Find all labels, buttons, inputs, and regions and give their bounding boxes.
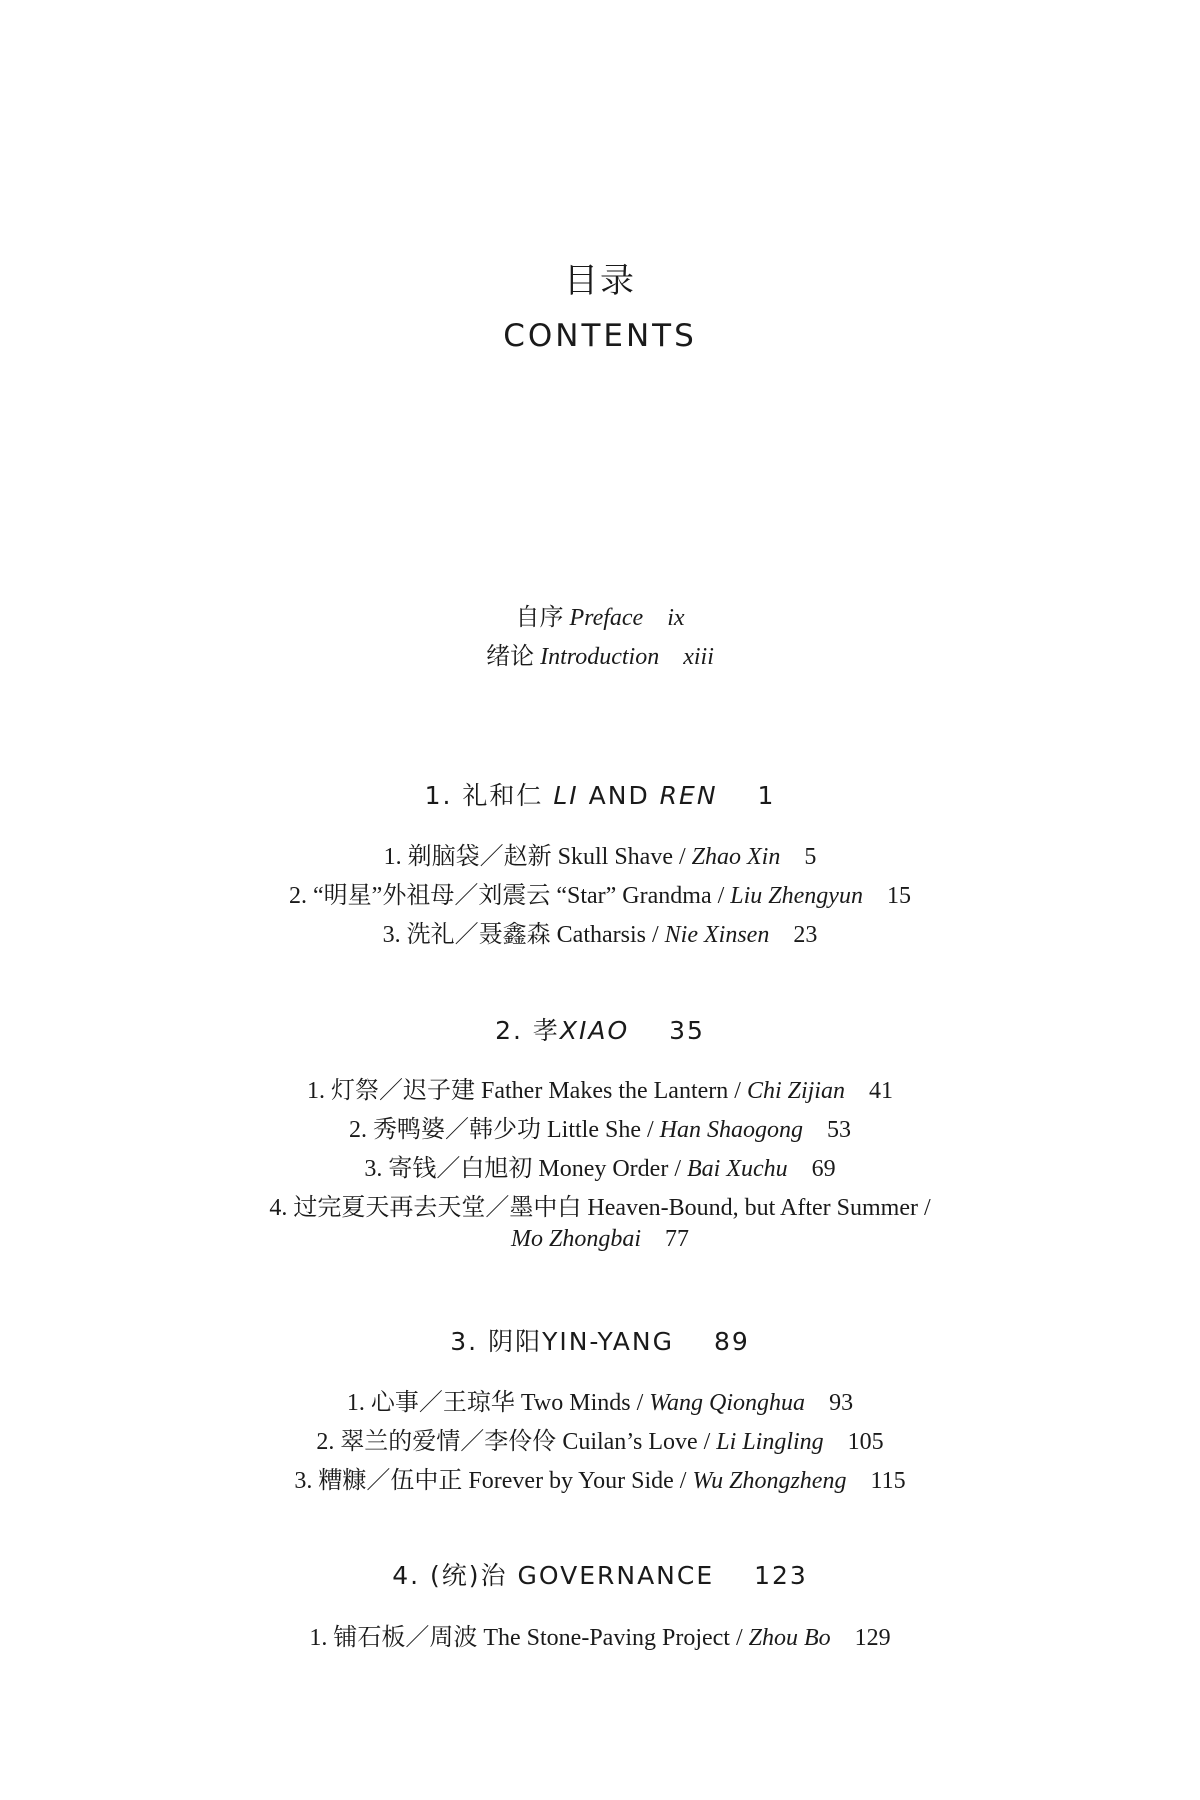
entry-page-number: 115 [870, 1468, 906, 1494]
section-title-zh: 阴阳 [488, 1327, 543, 1356]
entry-number: 3. [382, 922, 401, 948]
section-title-zh: 孝 [532, 1016, 560, 1045]
section-title-en: YIN-YANG [542, 1327, 674, 1356]
toc-entry[interactable] [0, 1148, 1200, 1183]
toc-entry[interactable] [0, 1070, 1200, 1105]
entry-page-number: 105 [847, 1429, 884, 1455]
toc-entry[interactable] [0, 1460, 1200, 1495]
entry-author: Han Shaogong [659, 1117, 803, 1143]
toc-entry[interactable] [0, 836, 1200, 871]
entry-title-zh: 剃脑袋／赵新 [407, 844, 552, 870]
toc-entry[interactable] [0, 1421, 1200, 1456]
toc-entry-introduction[interactable] [0, 636, 1200, 671]
entry-page-number: 15 [886, 883, 911, 909]
section-page-number: 1 [757, 781, 776, 810]
entry-title-zh: 过完夏天再去天堂／墨中白 [293, 1195, 582, 1221]
entry-title-zh: 绪论 [486, 644, 535, 670]
entry-title-en: Money Order / [538, 1156, 681, 1182]
entry-title-en: Little She / [547, 1117, 654, 1143]
entry-number: 1. [383, 844, 402, 870]
section-page-number: 89 [713, 1327, 750, 1356]
entry-author: Wang Qionghua [649, 1390, 806, 1416]
entry-number: 2. [349, 1117, 367, 1143]
entry-page-number: ix [667, 605, 685, 631]
entry-author: Li Lingling [716, 1429, 824, 1455]
entry-author: Nie Xinsen [664, 922, 770, 948]
entry-title-zh: 翠兰的爱情／李伶伶 [340, 1429, 557, 1455]
entry-title-en: Introduction [540, 644, 660, 670]
section-heading-yin-yang[interactable] [0, 1322, 1200, 1358]
toc-entry-preface[interactable] [0, 597, 1200, 632]
entry-author: Zhao Xin [691, 844, 781, 870]
entry-author: Liu Zhengyun [730, 883, 863, 909]
entry-number: 3. [364, 1156, 383, 1182]
entry-number: 2. [289, 883, 308, 909]
entry-title-zh: 洗礼／聂鑫森 [406, 922, 551, 948]
section-title-part: REN [659, 781, 718, 810]
entry-title-en: Preface [569, 605, 644, 631]
section-page-number: 123 [754, 1561, 808, 1590]
entry-title-zh: “明星”外祖母／刘震云 [313, 883, 551, 909]
entry-title-en: Forever by Your Side / [468, 1468, 687, 1494]
section-heading-governance[interactable] [0, 1556, 1200, 1592]
entry-number: 4. [269, 1195, 288, 1221]
section-number: 1. [424, 781, 453, 810]
entry-title-zh: 灯祭／迟子建 [331, 1078, 476, 1104]
entry-number: 3. [294, 1468, 313, 1494]
toc-entry[interactable] [0, 875, 1200, 910]
section-number: 2. [495, 1016, 523, 1045]
entry-page-number: 77 [665, 1226, 689, 1252]
entry-title-zh: 秀鸭婆／韩少功 [373, 1117, 541, 1143]
entry-author: Bai Xuchu [687, 1156, 788, 1182]
entry-page-number: 69 [811, 1156, 836, 1182]
entry-title-en: Two Minds / [520, 1390, 644, 1416]
entry-number: 1. [307, 1078, 326, 1104]
entry-title-en: Heaven-Bound, but After Summer / [587, 1195, 931, 1221]
section-number: 3. [450, 1327, 479, 1356]
entry-title-en: The Stone-Paving Project / [483, 1625, 743, 1651]
toc-entry[interactable] [0, 1617, 1200, 1652]
entry-number: 1. [346, 1390, 365, 1416]
section-number: 4. [392, 1561, 421, 1590]
entry-page-number: xiii [683, 644, 714, 670]
toc-entry[interactable] [0, 914, 1200, 949]
section-title-en: GOVERNANCE [517, 1561, 715, 1590]
entry-page-number: 93 [829, 1390, 854, 1416]
entry-title-zh: 铺石板／周波 [333, 1625, 478, 1651]
section-title-part: LI [553, 781, 579, 810]
entry-page-number: 41 [868, 1078, 893, 1104]
section-title-zh: (统)治 [430, 1561, 508, 1590]
entry-title-zh: 心事／王琼华 [370, 1390, 515, 1416]
entry-author: Zhou Bo [748, 1625, 831, 1651]
entry-title-en: Cuilan’s Love / [562, 1429, 711, 1455]
entry-title-en: “Star” Grandma / [556, 883, 725, 909]
entry-author: Mo Zhongbai [510, 1226, 641, 1252]
section-page-number: 35 [669, 1016, 705, 1045]
entry-title-en: Skull Shave / [557, 844, 686, 870]
section-heading-li-and-ren[interactable] [0, 776, 1200, 812]
entry-title-en: Catharsis / [556, 922, 659, 948]
toc-entry[interactable] [0, 1187, 1200, 1222]
entry-number: 1. [309, 1625, 328, 1651]
entry-page-number: 23 [793, 922, 818, 948]
section-title-en: XIAO [559, 1016, 630, 1045]
contents-title-en: CONTENTS [503, 318, 697, 354]
contents-title-zh: 目录 [564, 261, 636, 301]
toc-entry[interactable] [0, 1109, 1200, 1144]
entry-author: Wu Zhongzheng [692, 1468, 847, 1494]
entry-title-zh: 自序 [515, 605, 564, 631]
toc-entry-continuation[interactable] [0, 1226, 1200, 1253]
entry-page-number: 5 [804, 844, 817, 870]
entry-page-number: 53 [827, 1117, 851, 1143]
entry-title-en: Father Makes the Lantern / [481, 1078, 741, 1104]
entry-author: Chi Zijian [746, 1078, 845, 1104]
entry-page-number: 129 [854, 1625, 891, 1651]
entry-number: 2. [316, 1429, 335, 1455]
toc-entry[interactable] [0, 1382, 1200, 1417]
entry-title-zh: 糟糠／伍中正 [318, 1468, 463, 1494]
entry-title-zh: 寄钱／白旭初 [388, 1156, 533, 1182]
section-heading-xiao[interactable] [0, 1011, 1200, 1047]
section-title-part: AND [588, 781, 650, 810]
section-title-zh: 礼和仁 [462, 781, 544, 810]
